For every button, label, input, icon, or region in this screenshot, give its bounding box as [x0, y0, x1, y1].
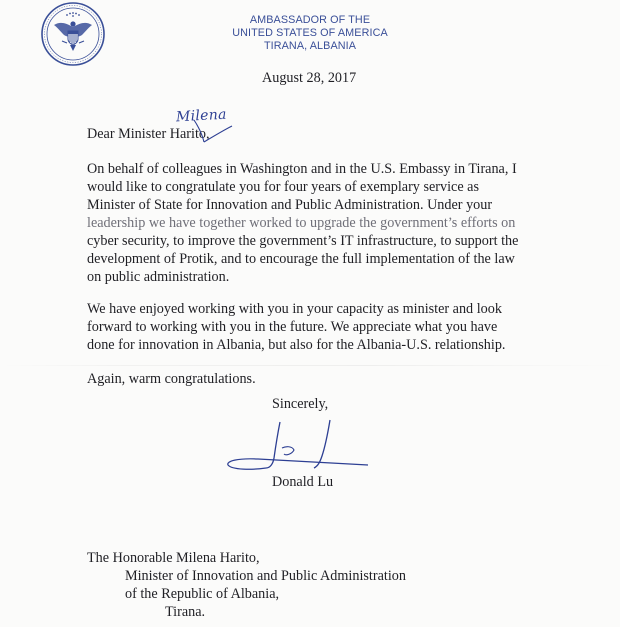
address-line: of the Republic of Albania, [125, 586, 280, 602]
address-line: The Honorable Milena Harito, [87, 550, 260, 566]
text-line: development of Protik, and to encourage the full implementation of the law [87, 251, 515, 267]
text-line: done for innovation in Albania, but also for the Albania-U.S. relationship. [87, 337, 506, 353]
closing: Sincerely, [272, 396, 329, 412]
text-line: would like to congratulate you for four years of exemplary service as [87, 179, 479, 195]
paragraph-appreciation [87, 300, 537, 354]
letterhead [190, 14, 430, 53]
text-line: We have enjoyed working with you in your capacity as minister and look [87, 301, 502, 317]
letterhead-line: TIRANA, ALBANIA [263, 40, 357, 52]
address-line: Tirana. [165, 604, 206, 620]
text-line: on public administration. [87, 269, 230, 285]
address-line: Minister of Innovation and Public Administration [125, 568, 406, 584]
text-line: Minister of State for Innovation and Public Administration. Under your [87, 197, 493, 213]
text-line: On behalf of colleagues in Washington and in the U.S. Embassy in Tirana, I [87, 161, 517, 177]
signer-name: Donald Lu [272, 474, 334, 490]
text-line: cyber security, to improve the government’s IT infrastructure, to support the [87, 233, 519, 249]
handwritten-name: Milena [175, 106, 228, 126]
letterhead-line: AMBASSADOR OF THE [249, 14, 371, 26]
paper-fold-line [0, 365, 620, 366]
text-line: forward to working with you in the future. We appreciate what you have [87, 319, 498, 335]
text-line: leadership we have together worked to upgrade the government’s efforts on [87, 215, 516, 231]
recipient-address [87, 549, 406, 621]
handwritten-strike-mark [190, 116, 234, 146]
us-great-seal-icon [40, 1, 106, 67]
letter-date: August 28, 2017 [262, 70, 357, 86]
letterhead-line: UNITED STATES OF AMERICA [232, 27, 388, 39]
paragraph-closing: Again, warm congratulations. [87, 371, 256, 387]
paragraph-congratulations [87, 160, 537, 286]
salutation: Dear Minister Harito, [87, 126, 210, 142]
handwritten-signature [222, 418, 372, 480]
